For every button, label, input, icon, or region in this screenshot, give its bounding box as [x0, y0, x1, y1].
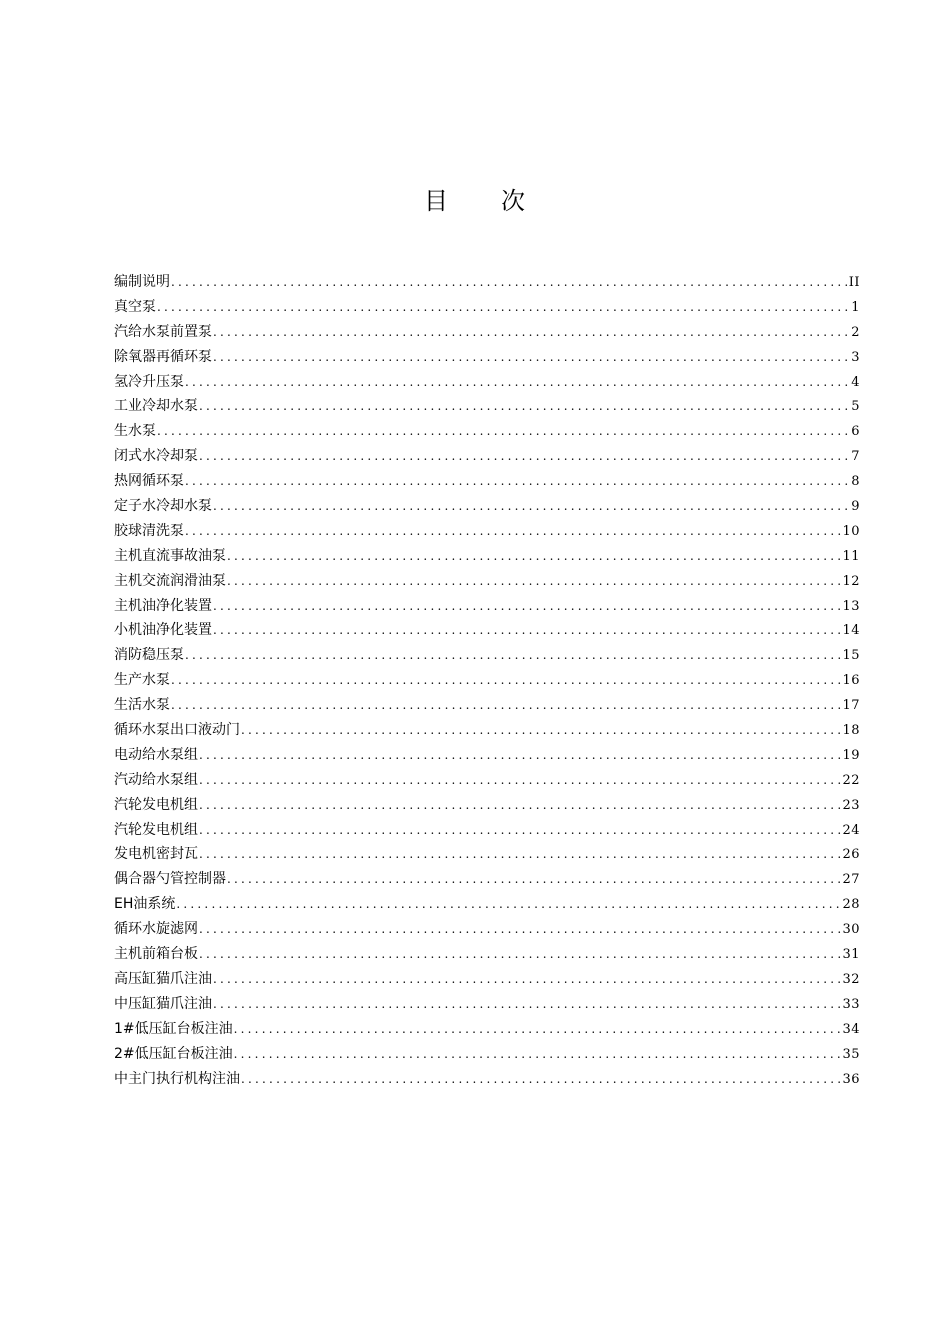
toc-entry-label: 氢冷升压泵: [114, 373, 184, 390]
toc-dot-leader: [212, 494, 851, 519]
toc-entry[interactable]: [114, 494, 860, 519]
toc-dot-leader: [184, 469, 851, 494]
toc-entry-page-number: II: [848, 275, 860, 290]
toc-dot-leader: [156, 295, 851, 320]
toc-dot-leader: [184, 370, 851, 395]
toc-entry-label: 定子水冷却水泵: [114, 498, 212, 515]
toc-entry[interactable]: [114, 917, 860, 942]
toc-entry[interactable]: [114, 594, 860, 619]
toc-entry-page-number: 35: [842, 1046, 860, 1062]
page-title: [0, 184, 950, 218]
toc-entry-page-number: 13: [842, 598, 860, 614]
toc-entry-label: 生产水泵: [114, 672, 170, 689]
toc-entry[interactable]: [114, 519, 860, 544]
toc-entry[interactable]: [114, 618, 860, 643]
toc-dot-leader: [184, 643, 842, 668]
toc-entry-label: 主机直流事故油泵: [114, 547, 226, 564]
toc-entry-page-number: 7: [851, 449, 860, 465]
toc-entry[interactable]: [114, 743, 860, 768]
toc-dot-leader: [212, 967, 842, 992]
toc-dot-leader: [198, 818, 842, 843]
toc-entry[interactable]: [114, 345, 860, 370]
toc-dot-leader: [198, 842, 842, 867]
toc-entry-page-number: 30: [842, 922, 860, 938]
toc-entry-page-number: 26: [842, 847, 860, 863]
toc-entry-label: 主机前箱台板: [114, 946, 198, 963]
toc-dot-leader: [198, 917, 842, 942]
toc-dot-leader: [212, 320, 851, 345]
toc-entry[interactable]: [114, 892, 860, 917]
toc-entry-page-number: 23: [842, 797, 860, 813]
toc-entry[interactable]: [114, 867, 860, 892]
toc-entry-label: 生活水泵: [114, 697, 170, 714]
toc-entry-label: 中压缸猫爪注油: [114, 995, 212, 1012]
toc-entry-label: 闭式水冷却泵: [114, 448, 198, 465]
toc-entry-page-number: 2: [851, 324, 860, 340]
toc-entry-page-number: 22: [842, 772, 860, 788]
toc-entry-page-number: 36: [842, 1071, 860, 1087]
toc-dot-leader: [240, 1067, 842, 1092]
toc-entry-page-number: 9: [851, 499, 860, 515]
toc-entry-label: 真空泵: [114, 298, 156, 315]
toc-entry-page-number: 24: [842, 822, 860, 838]
toc-entry[interactable]: [114, 718, 860, 743]
toc-dot-leader: [233, 1017, 843, 1042]
toc-dot-leader: [175, 892, 842, 917]
toc-entry-page-number: 34: [842, 1021, 860, 1037]
toc-dot-leader: [226, 867, 842, 892]
toc-entry-page-number: 31: [842, 947, 860, 963]
toc-entry-label: 电动给水泵组: [114, 746, 198, 763]
toc-dot-leader: [212, 992, 842, 1017]
toc-entry[interactable]: [114, 793, 860, 818]
toc-entry[interactable]: [114, 992, 860, 1017]
toc-dot-leader: [212, 618, 842, 643]
toc-dot-leader: [198, 768, 842, 793]
toc-entry[interactable]: [114, 1017, 860, 1042]
toc-entry[interactable]: [114, 469, 860, 494]
title-char-1: 目: [424, 187, 449, 215]
toc-entry-page-number: 33: [842, 996, 860, 1012]
table-of-contents: [114, 270, 860, 1091]
toc-entry[interactable]: [114, 1067, 860, 1092]
toc-entry-page-number: 32: [842, 971, 860, 987]
toc-entry-page-number: 28: [842, 897, 860, 913]
toc-dot-leader: [240, 718, 842, 743]
toc-entry-page-number: 16: [842, 673, 860, 689]
toc-entry[interactable]: [114, 544, 860, 569]
toc-entry[interactable]: [114, 270, 860, 295]
toc-entry-label: 汽轮发电机组: [114, 821, 198, 838]
toc-entry-label: 主机交流润滑油泵: [114, 572, 226, 589]
toc-entry-label: 除氧器再循环泵: [114, 348, 212, 365]
toc-entry[interactable]: [114, 394, 860, 419]
toc-entry-page-number: 10: [842, 523, 860, 539]
toc-entry-label: 汽动给水泵组: [114, 771, 198, 788]
toc-dot-leader: [212, 594, 842, 619]
toc-entry[interactable]: [114, 818, 860, 843]
toc-dot-leader: [184, 519, 842, 544]
toc-entry-page-number: 27: [842, 872, 860, 888]
toc-dot-leader: [156, 419, 851, 444]
toc-entry[interactable]: [114, 370, 860, 395]
toc-entry[interactable]: [114, 842, 860, 867]
toc-dot-leader: [212, 345, 851, 370]
toc-entry-label: 2#低压缸台板注油: [114, 1045, 233, 1062]
toc-entry[interactable]: [114, 444, 860, 469]
toc-entry[interactable]: [114, 643, 860, 668]
toc-dot-leader: [198, 444, 851, 469]
toc-dot-leader: [226, 569, 842, 594]
toc-dot-leader: [170, 270, 849, 295]
toc-entry[interactable]: [114, 320, 860, 345]
toc-entry-label: 热网循环泵: [114, 473, 184, 490]
toc-entry-page-number: 18: [842, 723, 860, 739]
toc-entry-label: 汽轮发电机组: [114, 796, 198, 813]
toc-entry-label: EH油系统: [114, 896, 176, 913]
toc-entry-page-number: 5: [851, 399, 860, 415]
toc-entry-page-number: 6: [851, 424, 860, 440]
toc-entry-page-number: 8: [851, 474, 860, 490]
toc-dot-leader: [198, 793, 842, 818]
toc-entry-label: 胶球清洗泵: [114, 522, 184, 539]
toc-entry-page-number: 1: [851, 299, 860, 315]
title-char-2: 次: [501, 187, 526, 215]
toc-entry-label: 偶合器勺管控制器: [114, 871, 226, 888]
toc-dot-leader: [198, 743, 842, 768]
toc-entry[interactable]: [114, 569, 860, 594]
toc-entry-page-number: 17: [842, 698, 860, 714]
toc-entry[interactable]: [114, 295, 860, 320]
toc-entry-page-number: 15: [842, 648, 860, 664]
toc-entry-label: 小机油净化装置: [114, 622, 212, 639]
toc-entry-label: 1#低压缸台板注油: [114, 1020, 233, 1037]
toc-entry[interactable]: [114, 967, 860, 992]
toc-entry-label: 编制说明: [114, 274, 170, 290]
toc-entry-label: 高压缸猫爪注油: [114, 970, 212, 987]
toc-entry-label: 循环水旋滤网: [114, 921, 198, 938]
toc-entry-label: 发电机密封瓦: [114, 846, 198, 863]
toc-entry-label: 消防稳压泵: [114, 647, 184, 664]
toc-entry-label: 主机油净化装置: [114, 597, 212, 614]
toc-entry[interactable]: [114, 419, 860, 444]
toc-entry-page-number: 11: [842, 548, 860, 564]
toc-entry-label: 工业冷却水泵: [114, 398, 198, 415]
toc-dot-leader: [170, 668, 842, 693]
toc-entry[interactable]: [114, 768, 860, 793]
toc-entry-label: 汽给水泵前置泵: [114, 323, 212, 340]
toc-entry-page-number: 3: [851, 349, 860, 365]
toc-dot-leader: [233, 1042, 843, 1067]
toc-entry-label: 循环水泵出口液动门: [114, 722, 240, 739]
toc-entry-page-number: 12: [842, 573, 860, 589]
toc-entry-page-number: 4: [851, 374, 860, 390]
toc-entry[interactable]: [114, 693, 860, 718]
toc-entry-label: 生水泵: [114, 423, 156, 440]
toc-entry-page-number: 14: [842, 623, 860, 639]
toc-dot-leader: [198, 394, 851, 419]
toc-dot-leader: [198, 942, 842, 967]
toc-entry[interactable]: [114, 668, 860, 693]
toc-dot-leader: [170, 693, 842, 718]
toc-entry-page-number: 19: [842, 747, 860, 763]
toc-entry-label: 中主门执行机构注油: [114, 1070, 240, 1087]
toc-entry[interactable]: [114, 1042, 860, 1067]
toc-dot-leader: [226, 544, 842, 569]
toc-entry[interactable]: [114, 942, 860, 967]
